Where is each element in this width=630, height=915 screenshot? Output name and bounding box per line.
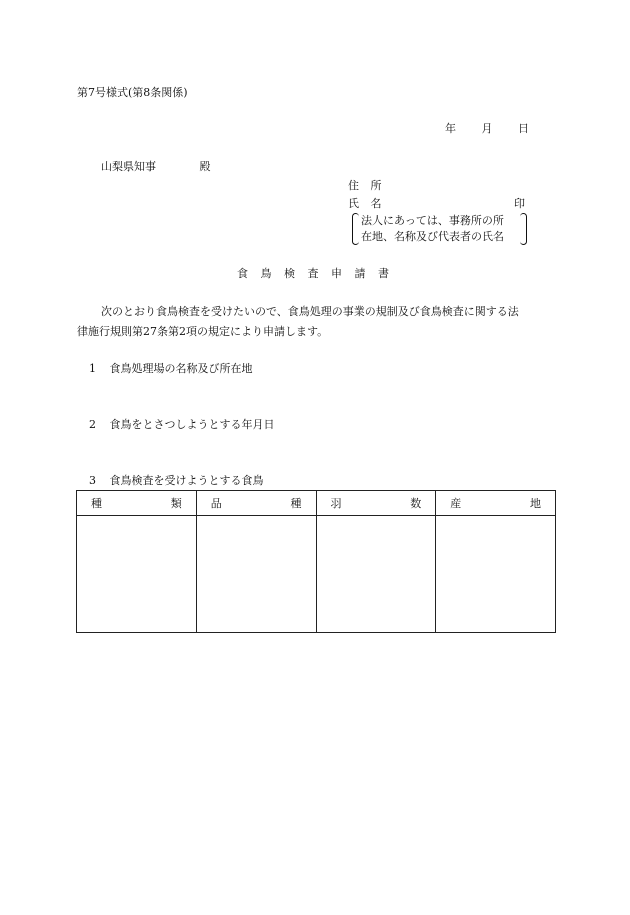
corporate-note-line-2: 在地、名称及び代表者の氏名 — [361, 230, 504, 243]
title-char: 査 — [307, 267, 319, 280]
header-type-char-2: 類 — [170, 497, 182, 510]
item-number: 3 — [89, 474, 96, 487]
item-1 — [89, 362, 253, 376]
note-bracket-left — [352, 213, 359, 245]
title-char: 申 — [331, 267, 342, 280]
title-char: 検 — [284, 267, 295, 280]
title-char: 鳥 — [260, 267, 272, 280]
addressee — [101, 160, 211, 174]
header-breed-char-2: 種 — [290, 497, 302, 510]
header-count — [316, 491, 436, 516]
item-text: 食鳥処理場の名称及び所在地 — [109, 362, 253, 375]
table-header-row — [77, 491, 556, 516]
address-label — [348, 179, 382, 193]
body-line-2: 律施行規則第27条第2項の規定により申請します。 — [77, 325, 329, 338]
body-line-1: 次のとおり食鳥検査を受けたいので、食鳥処理の事業の規制及び食鳥検査に関する法 — [101, 305, 519, 318]
table-row — [77, 516, 556, 633]
item-number: 1 — [89, 362, 96, 375]
poultry-table — [76, 490, 556, 633]
form-number: 第7号様式(第8条関係) — [77, 86, 188, 99]
header-breed-char-1: 品 — [210, 497, 222, 510]
item-2 — [89, 418, 275, 432]
date-year-label: 年 — [445, 122, 456, 135]
name-label-char-2: 名 — [370, 197, 382, 210]
corporate-note-line-1: 法人にあっては、事務所の所 — [361, 214, 504, 227]
item-text: 食鳥をとさつしようとする年月日 — [109, 418, 275, 431]
title-char: 書 — [378, 267, 389, 280]
header-breed — [196, 491, 316, 516]
cell-count-entry[interactable] — [316, 516, 436, 633]
address-label-char-1: 住 — [348, 179, 359, 192]
address-label-char-2: 所 — [370, 179, 382, 192]
cell-type-entry[interactable] — [77, 516, 197, 633]
date-day-label: 日 — [518, 122, 529, 135]
header-origin-char-2: 地 — [530, 497, 541, 510]
title-char: 食 — [237, 267, 248, 280]
item-3 — [89, 474, 264, 488]
header-origin-char-1: 産 — [450, 497, 462, 510]
header-type-char-1: 種 — [91, 497, 102, 510]
title-char: 請 — [354, 267, 366, 280]
addressee-name: 山梨県知事 — [101, 160, 156, 173]
header-count-char-1: 羽 — [330, 497, 342, 510]
note-bracket-right — [520, 213, 527, 245]
header-origin — [436, 491, 556, 516]
name-label — [348, 197, 382, 211]
item-text: 食鳥検査を受けようとする食鳥 — [109, 474, 264, 487]
cell-origin-entry[interactable] — [436, 516, 556, 633]
cell-breed-entry[interactable] — [196, 516, 316, 633]
document-title — [237, 267, 389, 281]
date-line — [445, 122, 529, 136]
name-label-char-1: 氏 — [348, 197, 359, 210]
header-count-char-2: 数 — [410, 497, 422, 510]
seal-mark: 印 — [514, 197, 525, 210]
date-month-label: 月 — [481, 122, 493, 135]
addressee-honorific: 殿 — [199, 160, 211, 173]
item-number: 2 — [89, 418, 96, 431]
header-type — [77, 491, 197, 516]
